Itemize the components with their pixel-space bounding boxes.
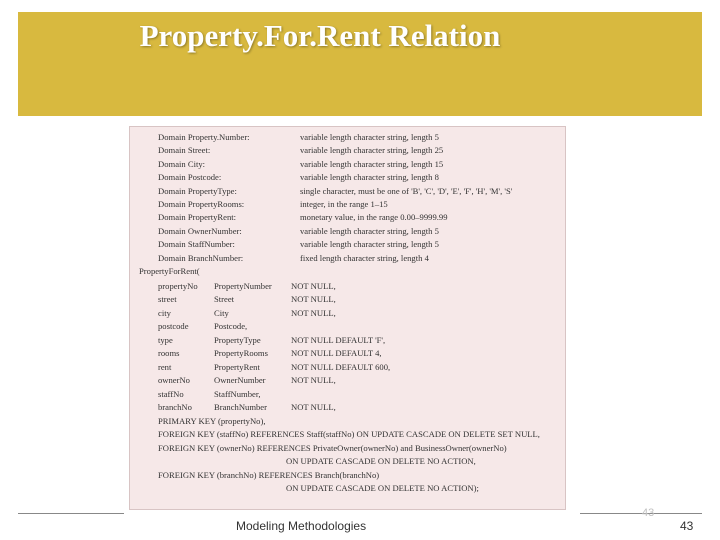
domain-definition: variable length character string, length 8 xyxy=(300,172,439,182)
domain-name: Domain PropertyType: xyxy=(158,186,237,196)
domain-definition: variable length character string, length 15 xyxy=(300,159,444,169)
attribute-domain: OwnerNumber xyxy=(214,375,266,385)
footer-rule-left xyxy=(18,513,124,514)
attribute-name: type xyxy=(158,335,173,345)
footer-rule-right xyxy=(580,513,702,514)
domain-name: Domain StaffNumber: xyxy=(158,239,235,249)
attribute-name: branchNo xyxy=(158,402,192,412)
primary-key-clause: PRIMARY KEY (propertyNo), xyxy=(158,416,266,426)
attribute-domain: PropertyType xyxy=(214,335,261,345)
attribute-name: postcode xyxy=(158,321,189,331)
attribute-name: ownerNo xyxy=(158,375,190,385)
domain-name: Domain City: xyxy=(158,159,206,169)
attribute-domain: PropertyRent xyxy=(214,362,260,372)
foreign-key-clause: FOREIGN KEY (ownerNo) REFERENCES PrivateOwner(ownerNo) and BusinessOwner(ownerNo) xyxy=(158,443,507,453)
attribute-domain: PropertyRooms xyxy=(214,348,268,358)
attribute-name: street xyxy=(158,294,177,304)
attribute-domain: PropertyNumber xyxy=(214,281,272,291)
attribute-constraint: NOT NULL, xyxy=(291,402,336,412)
attribute-name: rent xyxy=(158,362,172,372)
domain-name: Domain PropertyRooms: xyxy=(158,199,245,209)
attribute-domain: StaffNumber, xyxy=(214,389,261,399)
domain-name: Domain Postcode: xyxy=(158,172,222,182)
domain-name: Domain Property.Number: xyxy=(158,132,250,142)
attribute-domain: Street xyxy=(214,294,235,304)
attribute-constraint: NOT NULL, xyxy=(291,375,336,385)
attribute-domain: Postcode, xyxy=(214,321,248,331)
attribute-constraint: NOT NULL, xyxy=(291,308,336,318)
domain-definition: monetary value, in the range 0.00–9999.99 xyxy=(300,212,448,222)
attribute-constraint: NOT NULL, xyxy=(291,294,336,304)
attribute-domain: City xyxy=(214,308,229,318)
attribute-domain: BranchNumber xyxy=(214,402,267,412)
foreign-key-clause: FOREIGN KEY (branchNo) REFERENCES Branch(branchNo) xyxy=(158,470,380,480)
attribute-constraint: NOT NULL DEFAULT 4, xyxy=(291,348,382,358)
attribute-name: rooms xyxy=(158,348,180,358)
attribute-constraint: NOT NULL, xyxy=(291,281,336,291)
foreign-key-action: ON UPDATE CASCADE ON DELETE NO ACTION, xyxy=(286,456,476,466)
domain-name: Domain OwnerNumber: xyxy=(158,226,242,236)
slide-title: Property.For.Rent Relation xyxy=(139,18,501,53)
foreign-key-clause: FOREIGN KEY (staffNo) REFERENCES Staff(staffNo) ON UPDATE CASCADE ON DELETE SET NULL, xyxy=(158,429,540,439)
domain-name: Domain PropertyRent: xyxy=(158,212,237,222)
domain-definition: variable length character string, length 5 xyxy=(300,132,439,142)
attribute-name: staffNo xyxy=(158,389,184,399)
faint-page-number: 43 xyxy=(642,507,655,519)
domain-definition: variable length character string, length 5 xyxy=(300,239,439,249)
domain-definition: variable length character string, length 5 xyxy=(300,226,439,236)
domain-name: Domain Street: xyxy=(158,145,211,155)
attribute-name: propertyNo xyxy=(158,281,198,291)
attribute-constraint: NOT NULL DEFAULT 'F', xyxy=(291,335,386,345)
domain-definition: integer, in the range 1–15 xyxy=(300,199,388,209)
domain-name: Domain BranchNumber: xyxy=(158,253,244,263)
page-number: 43 xyxy=(680,519,694,533)
domain-definition: single character, must be one of 'B', 'C', 'D', 'E', 'F', 'H', 'M', 'S' xyxy=(300,186,513,196)
relation-name: PropertyForRent( xyxy=(139,266,200,276)
foreign-key-action: ON UPDATE CASCADE ON DELETE NO ACTION); xyxy=(286,483,479,493)
relation-definition-panel xyxy=(129,126,566,510)
domain-definition: variable length character string, length 25 xyxy=(300,145,444,155)
attribute-constraint: NOT NULL DEFAULT 600, xyxy=(291,362,391,372)
attribute-name: city xyxy=(158,308,171,318)
footer-text: Modeling Methodologies xyxy=(236,519,367,533)
domain-definition: fixed length character string, length 4 xyxy=(300,253,429,263)
